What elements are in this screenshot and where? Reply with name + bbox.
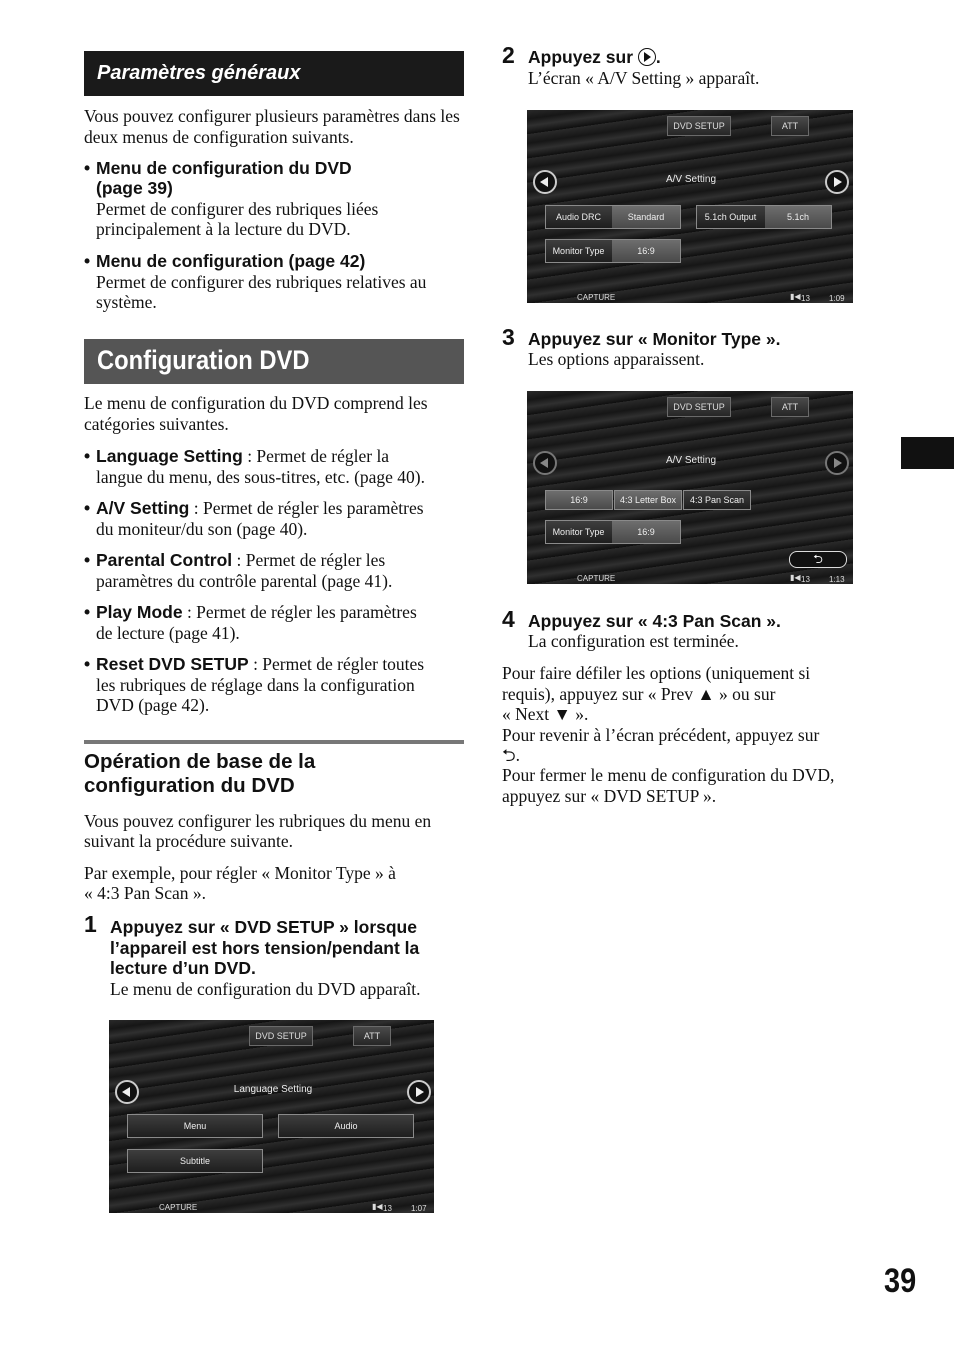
volume-level: 13 bbox=[801, 294, 810, 303]
att-tab: ATT bbox=[353, 1026, 391, 1046]
volume-icon: ▮◀ bbox=[790, 292, 801, 301]
params-intro: Vous pouvez configurer plusieurs paramètres dans les deux menus de configuration suivants. bbox=[84, 106, 460, 147]
att-tab: ATT bbox=[771, 397, 809, 417]
capture-label: CAPTURE bbox=[159, 1203, 198, 1212]
subtitle-button: Subtitle bbox=[127, 1149, 263, 1173]
note-line: requis), appuyez sur « Prev ▲ » ou sur bbox=[502, 684, 776, 704]
option-letter-box: 4:3 Letter Box bbox=[614, 490, 682, 510]
note-line: appuyez sur « DVD SETUP ». bbox=[502, 786, 717, 806]
step-desc: Le menu de configuration du DVD apparaît. bbox=[110, 979, 421, 999]
capture-label: CAPTURE bbox=[577, 293, 616, 302]
monitor-type-row: Monitor Type 16:9 bbox=[545, 520, 681, 544]
option-pan-scan: 4:3 Pan Scan bbox=[683, 490, 751, 510]
step-desc: L’écran « A/V Setting » apparaît. bbox=[528, 68, 760, 88]
op-example-l1: Par exemple, pour régler « Monitor Type » à bbox=[84, 863, 396, 883]
note-line: Pour revenir à l’écran précédent, appuyez sur bbox=[502, 725, 820, 745]
prev-arrow-icon bbox=[533, 170, 557, 194]
note-line: ⮌. bbox=[502, 745, 520, 766]
att-tab: ATT bbox=[771, 116, 809, 136]
subsection-title-l1: Opération de base de la bbox=[84, 750, 316, 773]
clock: 1:09 bbox=[829, 294, 845, 303]
op-intro-l1: Vous pouvez configurer les rubriques du menu en bbox=[84, 811, 432, 831]
step-title: Appuyez sur . bbox=[528, 47, 661, 67]
clock: 1:07 bbox=[411, 1204, 427, 1213]
op-example-l2: « 4:3 Pan Scan ». bbox=[84, 883, 207, 903]
prev-arrow-icon bbox=[533, 451, 557, 475]
step-title-l1: Appuyez sur « DVD SETUP » lorsque bbox=[110, 917, 417, 937]
volume-icon: ▮◀ bbox=[372, 1202, 383, 1211]
step-title: Appuyez sur « Monitor Type ». bbox=[528, 329, 781, 349]
step-number: 1 bbox=[84, 911, 97, 937]
volume-level: 13 bbox=[383, 1204, 392, 1213]
screen-title: A/V Setting bbox=[665, 174, 717, 185]
step-title-l3: lecture d’un DVD. bbox=[110, 958, 256, 978]
prev-arrow-icon bbox=[115, 1080, 139, 1104]
audio-button: Audio bbox=[278, 1114, 414, 1138]
dvd-setup-tab: DVD SETUP bbox=[667, 397, 731, 417]
next-arrow-icon bbox=[825, 170, 849, 194]
step-number: 4 bbox=[502, 606, 515, 632]
subsection-rule bbox=[84, 740, 464, 744]
clock: 1:13 bbox=[829, 575, 845, 584]
volume-level: 13 bbox=[801, 575, 810, 584]
step-title-l2: l’appareil est hors tension/pendant la bbox=[110, 938, 420, 958]
next-arrow-icon bbox=[825, 451, 849, 475]
audio-drc-row: Audio DRC Standard bbox=[545, 205, 681, 229]
chapter-tab bbox=[901, 437, 954, 469]
play-icon bbox=[638, 48, 656, 66]
screen-title: A/V Setting bbox=[665, 455, 717, 466]
dvd-setup-tab: DVD SETUP bbox=[667, 116, 731, 136]
dvd-setup-tab: DVD SETUP bbox=[249, 1026, 313, 1046]
step-title: Appuyez sur « 4:3 Pan Scan ». bbox=[528, 611, 781, 631]
menu-button: Menu bbox=[127, 1114, 263, 1138]
capture-label: CAPTURE bbox=[577, 574, 616, 583]
step-desc: La configuration est terminée. bbox=[528, 631, 739, 651]
note-line: « Next ▼ ». bbox=[502, 704, 589, 724]
return-icon: ⮌ bbox=[502, 746, 516, 766]
screenshot-monitor-options bbox=[527, 391, 853, 584]
screenshot-language-setting bbox=[109, 1020, 434, 1213]
screen-title: Language Setting bbox=[233, 1084, 313, 1095]
section-header-configuration bbox=[84, 339, 464, 384]
section-title: Paramètres généraux bbox=[97, 62, 301, 84]
config-intro-l1: Le menu de configuration du DVD comprend les bbox=[84, 393, 428, 413]
next-arrow-icon bbox=[407, 1080, 431, 1104]
screenshot-av-setting bbox=[527, 110, 853, 303]
step-number: 3 bbox=[502, 324, 515, 350]
monitor-type-row: Monitor Type 16:9 bbox=[545, 239, 681, 263]
output-row: 5.1ch Output 5.1ch bbox=[696, 205, 832, 229]
subsection-title-l2: configuration du DVD bbox=[84, 774, 295, 797]
step-number: 2 bbox=[502, 42, 515, 68]
section-title: Configuration DVD bbox=[97, 345, 310, 375]
op-intro-l2: suivant la procédure suivante. bbox=[84, 831, 293, 851]
option-16-9: 16:9 bbox=[545, 490, 613, 510]
config-intro-l2: catégories suivantes. bbox=[84, 414, 229, 434]
note-line: Pour fermer le menu de configuration du DVD, bbox=[502, 765, 835, 785]
step-desc: Les options apparaissent. bbox=[528, 349, 705, 369]
page-number: 39 bbox=[884, 1262, 917, 1300]
volume-icon: ▮◀ bbox=[790, 573, 801, 582]
note-line: Pour faire défiler les options (uniquement si bbox=[502, 663, 811, 683]
back-icon bbox=[789, 551, 847, 568]
section-header-parametres bbox=[84, 51, 464, 96]
